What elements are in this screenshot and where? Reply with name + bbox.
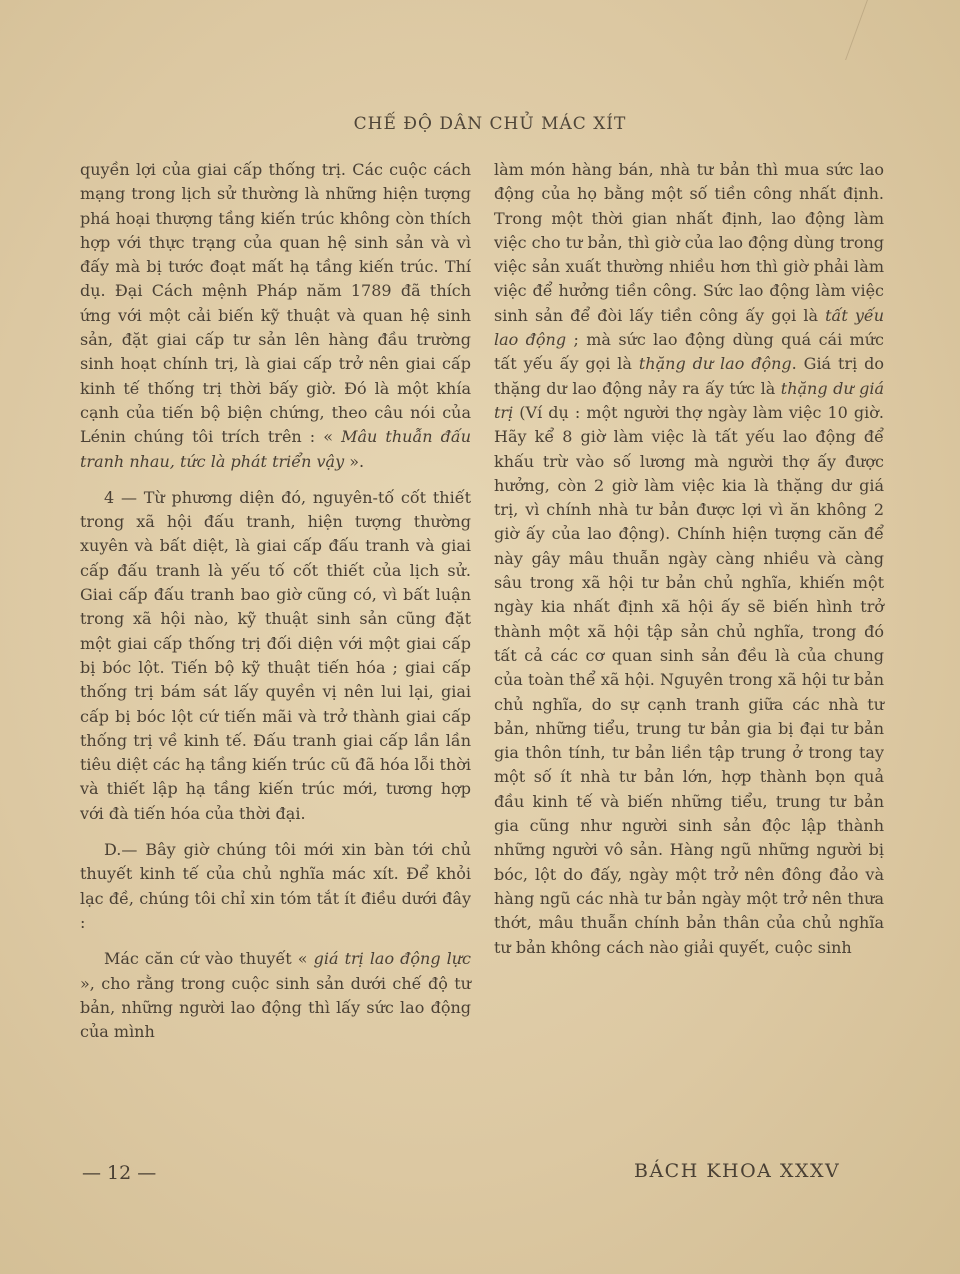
journal-name: BÁCH KHOA XXXV bbox=[634, 1160, 841, 1182]
paragraph-text: làm món hàng bán, nhà tư bản thì mua sức lao động của họ bằng một số tiền công nhất định. Trong một thời gian nhất định, lao động làm việc cho tư bản, thì giờ của lao động dùng trong việc sản xuất thường nhiều hơn thì giờ phải làm việc để hưởng tiền công. Sức lao động làm việc sinh sản để đòi lấy tiền công ấy gọi là bbox=[494, 160, 884, 325]
lenin-quote: Mâu thuẫn đấu tranh nhau, tức là phát triển vậy bbox=[80, 427, 471, 471]
paragraph-text: (Ví dụ : một người thợ ngày làm việc 10 giờ. Hãy kể 8 giờ làm việc là tất yếu lao động để khấu trừ vào số lương mà người thợ ấy được hưởng, còn 2 giờ làm việc kia là thặng dư giá trị, vì chính nhà tư bản được lợi vì ăn không 2 giờ ấy của lao động). Chính hiện tượng căn để này gây mâu thuẫn ngày càng nhiều và càng sâu trong xã hội tư bản chủ nghĩa, khiến một ngày kia nhất định xã hội ấy sẽ biến hình trở thành một xã hội tập sản chủ nghĩa, trong đó tất cả các cơ quan sinh sản đều là của chung của toàn thể xã hội. Nguyên trong xã hội tư bản chủ nghĩa, do sự cạnh tranh giữa các nhà tư bản, những tiểu, trung tư bản gia bị đại tư bản gia thôn tính, tư bản liền tập trung ở trong tay một số ít nhà tư bản lớn, hợp thành bọn quả đầu kinh tế và biến những tiểu, trung tư bản gia cũng như người sinh sản độc lập thành những người vô sản. Hàng ngũ những người bị bóc, lột do đấy, ngày một trở nên đông đảo và hàng ngũ các nhà tư bản ngày một trở nên thưa thớt, mâu thuẫn chính bản thân của chủ nghĩa tư bản không cách nào giải quyết, cuộc sinh bbox=[494, 402, 885, 957]
paragraph: 4 — Từ phương diện đó, nguyên-tố cốt thiết trong xã hội đấu tranh, hiện tượng thường xuyên và bất diệt, là giai cấp đấu tranh và giai cấp đấu tranh là yếu tố cốt thiết của lịch sử. Giai cấp đấu tranh bao giờ cũng có, vì bất luận trong xã hội nào, kỹ thuật sinh sản cũng đặt một giai cấp thống trị đối diện với một giai cấp bị bóc lột. Tiến bộ kỹ thuật tiến hóa ; giai cấp thống trị bám sát lấy quyền vị nên lui lại, giai cấp bị bóc lột cứ tiến mãi và trở thành giai cấp thống trị về kinh tế. Đấu tranh giai cấp lần lần tiêu diệt các hạ tầng kiến trúc cũ đã hóa lỗi thời và thiết lập hạ tầng kiến trúc mới, tương hợp với đà tiến hóa của thời đại. bbox=[80, 487, 471, 823]
paragraph-text: quyền lợi của giai cấp thống trị. Các cuộc cách mạng trong lịch sử thường là những hiện tượng phá hoại thượng tầng kiến trúc không còn thích hợp với thực trạng của quan hệ sinh sản và vì đấy mà bị tước đoạt mất hạ tầng kiến trúc. Thí dụ. Đại Cách mệnh Pháp năm 1789 đã thích ứng với một cải biến kỹ thuật và quan hệ sinh sản, đặt giai cấp tư sản lên hàng đầu trường sinh hoạt chính trị, là giai cấp trở nên giai cấp kinh tế thống trị thời bấy giờ. Đó là một khía cạnh của tiến bộ biện chứng, theo câu nói của Lénin chúng tôi trích trên : « bbox=[80, 160, 471, 447]
left-column bbox=[80, 158, 471, 1044]
quote-close: ». bbox=[349, 451, 365, 471]
paragraph-text: ; mà sức lao động dùng quá cái mức tất yếu ấy gọi là bbox=[494, 330, 884, 374]
term-emphasis: thặng dư giá trị bbox=[494, 378, 885, 422]
term-emphasis: thặng dư lao động bbox=[638, 354, 792, 374]
term-emphasis: tất yếu lao động bbox=[494, 305, 884, 350]
paragraph bbox=[80, 947, 471, 1044]
right-column bbox=[494, 158, 884, 960]
paragraph-text: », cho rằng trong cuộc sinh sản dưới chế độ tư bản, những người lao động thì lấy sức lao động của mình bbox=[80, 973, 471, 1042]
theory-name: giá trị lao động lực bbox=[313, 949, 472, 969]
section-d-paragraph: D.— Bây giờ chúng tôi mới xin bàn tới chủ thuyết kinh tế của chủ nghĩa mác xít. Để khỏi lạc đề, chúng tôi chỉ xin tóm tắt ít điều dưới đây : bbox=[80, 840, 471, 932]
paragraph bbox=[80, 158, 471, 474]
paragraph-text: Mác căn cứ vào thuyết « bbox=[104, 949, 308, 969]
page-fold bbox=[845, 0, 898, 60]
running-header: CHẾ ĐỘ DÂN CHỦ MÁC XÍT bbox=[353, 114, 627, 134]
paragraph bbox=[494, 158, 884, 960]
paragraph-text: . Giá trị do thặng dư lao động nảy ra ấy tức là bbox=[494, 354, 884, 398]
page-number: — 12 — bbox=[82, 1162, 157, 1184]
